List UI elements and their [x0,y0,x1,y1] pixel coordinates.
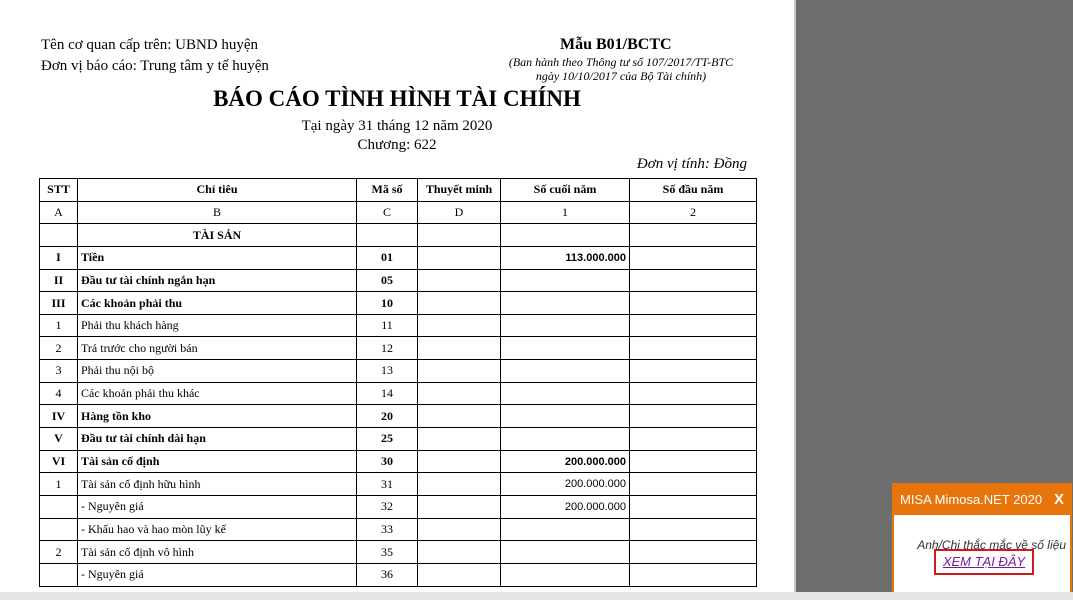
row-end-year: 113.000.000 [501,246,630,269]
col-header-stt: STT [40,179,78,202]
report-chapter: Chương: 622 [357,137,437,153]
row-begin-year [630,269,757,292]
row-stt: 2 [40,541,78,564]
row-end-year [501,563,630,586]
page-edge [794,0,796,600]
row-begin-year [630,314,757,337]
close-icon[interactable]: X [1053,491,1064,508]
row-code: 35 [357,541,418,564]
popup-header [894,485,1070,515]
row-code: 36 [357,563,418,586]
row-note [418,518,501,541]
table-row [40,450,757,473]
letter-1: 1 [501,201,630,224]
row-item: Tài sản cố định [78,450,357,473]
row-code: 20 [357,405,418,428]
row-note [418,405,501,428]
row-end-year [501,269,630,292]
row-begin-year [630,360,757,383]
report-date: Tại ngày 31 tháng 12 năm 2020 [301,118,493,134]
row-stt: V [40,428,78,451]
form-note-line-2: ngày 10/10/2017 của Bộ Tài chính) [535,69,707,83]
row-end-year: 200.000.000 [501,495,630,518]
row-end-year [501,382,630,405]
parent-agency: Tên cơ quan cấp trên: UBND huyện [41,37,259,53]
row-begin-year [630,563,757,586]
letter-b: B [78,201,357,224]
row-item: Tiền [78,246,357,269]
reporting-unit: Đơn vị báo cáo: Trung tâm y tế huyện [41,58,269,74]
table-row [40,518,757,541]
row-begin-year [630,495,757,518]
row-code: 30 [357,450,418,473]
row-end-year [501,292,630,315]
row-code: 11 [357,314,418,337]
row-item: Tài sản cố định hữu hình [78,473,357,496]
view-here-link[interactable]: XEM TẠI ĐÂY [942,554,1026,569]
row-item: Đầu tư tài chính dài hạn [78,428,357,451]
letter-2: 2 [630,201,757,224]
row-end-year: 200.000.000 [501,450,630,473]
table-row [40,360,757,383]
row-code: 10 [357,292,418,315]
row-note [418,314,501,337]
row-begin-year [630,246,757,269]
row-note [418,473,501,496]
row-stt: VI [40,450,78,473]
row-begin-year [630,473,757,496]
letter-c: C [357,201,418,224]
section-title: TÀI SẢN [78,224,357,247]
table-row [40,495,757,518]
row-code: 33 [357,518,418,541]
row-stt: II [40,269,78,292]
row-note [418,495,501,518]
row-begin-year [630,450,757,473]
financial-table [39,178,757,587]
table-row [40,382,757,405]
form-code: Mẫu B01/BCTC [560,36,672,53]
row-item: Hàng tồn kho [78,405,357,428]
row-begin-year [630,292,757,315]
row-item: Phải thu khách hàng [78,314,357,337]
row-stt: IV [40,405,78,428]
col-header-item: Chỉ tiêu [78,179,357,202]
report-title: BÁO CÁO TÌNH HÌNH TÀI CHÍNH [213,86,581,111]
misa-popup [892,483,1072,600]
col-header-begin-year: Số đầu năm [630,179,757,202]
row-code: 32 [357,495,418,518]
row-end-year [501,314,630,337]
row-code: 05 [357,269,418,292]
row-stt: I [40,246,78,269]
row-note [418,337,501,360]
row-item: Phải thu nội bộ [78,360,357,383]
row-note [418,246,501,269]
row-item: Tài sản cố định vô hình [78,541,357,564]
row-begin-year [630,541,757,564]
row-end-year [501,541,630,564]
table-row [40,473,757,496]
row-begin-year [630,405,757,428]
row-end-year [501,428,630,451]
form-note-line-1: (Ban hành theo Thông tư số 107/2017/TT-BTC [508,55,734,69]
letter-a: A [40,201,78,224]
table-row [40,292,757,315]
row-stt [40,563,78,586]
table-header-row [40,179,757,202]
col-header-note: Thuyết minh [418,179,501,202]
row-note [418,541,501,564]
row-stt: 1 [40,473,78,496]
row-code: 12 [357,337,418,360]
row-code: 14 [357,382,418,405]
table-row [40,246,757,269]
row-stt: 4 [40,382,78,405]
col-header-end-year: Số cuối năm [501,179,630,202]
row-stt [40,495,78,518]
table-row [40,541,757,564]
popup-link-highlight [934,549,1034,575]
table-letters-row [40,201,757,224]
row-stt [40,518,78,541]
row-code: 31 [357,473,418,496]
row-end-year [501,360,630,383]
popup-question: Anh/Chị thắc mắc về số liệu [917,538,1066,552]
table-row [40,405,757,428]
col-header-code: Mã số [357,179,418,202]
row-note [418,360,501,383]
popup-title: MISA Mimosa.NET 2020 [900,492,1043,507]
row-note [418,450,501,473]
row-note [418,269,501,292]
row-note [418,292,501,315]
row-stt: 3 [40,360,78,383]
row-end-year [501,518,630,541]
row-item: - Khấu hao và hao mòn lũy kế [78,518,357,541]
form-note [492,55,750,83]
horizontal-scrollbar[interactable] [0,592,1073,600]
row-stt: 2 [40,337,78,360]
row-code: 13 [357,360,418,383]
row-begin-year [630,428,757,451]
row-item: - Nguyên giá [78,495,357,518]
row-begin-year [630,337,757,360]
section-row [40,224,757,247]
row-item: Các khoản phải thu khác [78,382,357,405]
row-end-year [501,405,630,428]
row-code: 25 [357,428,418,451]
row-begin-year [630,382,757,405]
row-item: Đầu tư tài chính ngắn hạn [78,269,357,292]
table-row [40,314,757,337]
row-note [418,428,501,451]
row-stt: III [40,292,78,315]
currency-unit: Đơn vị tính: Đồng [636,156,747,172]
row-begin-year [630,518,757,541]
row-end-year [501,337,630,360]
row-note [418,382,501,405]
table-row [40,337,757,360]
table-row [40,428,757,451]
row-note [418,563,501,586]
row-end-year: 200.000.000 [501,473,630,496]
table-row [40,563,757,586]
row-stt: 1 [40,314,78,337]
row-item: Trả trước cho người bán [78,337,357,360]
row-code: 01 [357,246,418,269]
row-item: - Nguyên giá [78,563,357,586]
row-item: Các khoản phải thu [78,292,357,315]
table-row [40,269,757,292]
letter-d: D [418,201,501,224]
